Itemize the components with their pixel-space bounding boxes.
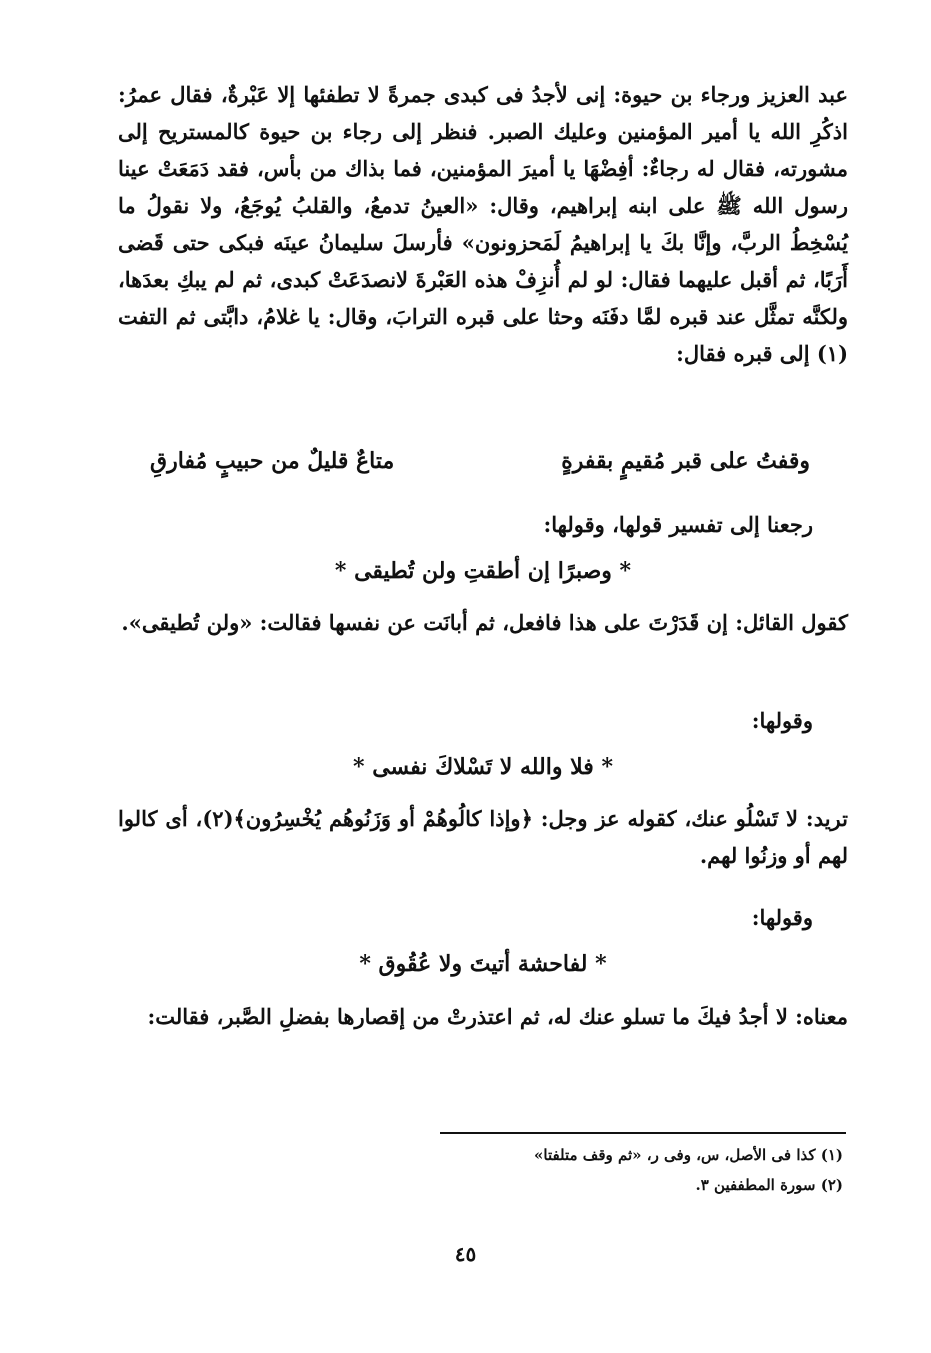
footnote-divider bbox=[440, 1132, 846, 1134]
footnote-2: (٢) سورة المطففين ٣. bbox=[695, 1176, 843, 1194]
paragraph-3-text: تريد: لا تَسْلُو عنك، كقوله عز وجل: ﴿وإذا كالُوهُمْ أو وَزَنُوهُم يُخْسِرُون﴾(٢)، أى كالوا لهم أو وزنُوا لهم. bbox=[118, 806, 848, 868]
paragraph-2 bbox=[118, 604, 848, 641]
paragraph-2-text: كقول القائل: إن قَدَرْتَ على هذا فافعل، ثم أبانَت عن نفسها فقالت: «ولن تُطيقى». bbox=[121, 610, 848, 635]
label-2: وقولها: bbox=[751, 708, 813, 733]
paragraph-3 bbox=[118, 800, 848, 874]
quote-1: * وصبرًا إن أطقتِ ولن تُطيقى * bbox=[334, 558, 632, 584]
verse-second-hemistich: متاعٌ قليلٌ من حبيبٍ مُفارقِ bbox=[150, 448, 395, 474]
quote-3: * لفاحشة أتيتَ ولا عُقُوق * bbox=[359, 951, 607, 977]
poetry-verse bbox=[150, 448, 810, 474]
footnote-1: (١) كذا فى الأصل، س، وفى ر، «ثم وقف متلفتا» bbox=[534, 1146, 843, 1164]
paragraph-1-text: عبد العزيز ورجاء بن حيوة: إنى لأجدُ فى كبدى جمرةً لا تطفئها إلا عَبْرةٌ، فقال عمرُ: اذكُرِ الله يا أمير المؤمنين وعليك الصبر. فنظر إلى رجاء بن حيوة كالمستريح إلى مشورته، فقال له رجاءٌ: أفِضْهَا يا أميرَ المؤمنين، فما بذاك من بأس، فقد دَمَعَتْ عينا رسول الله ﷺ على ابنه إبراهيم، وقال: «العينُ تدمعُ، والقلبُ يُوجَعُ، ولا نقولُ ما يُسْخِطُ الربَّ، وإنَّا بكَ يا إبراهيمُ لَمَحزونون» فأرسلَ سليمانُ عينَه فبكى حتى قَضى أَرَبًا، ثم أقبل عليهما فقال: لو لم أُنزِفْ هذه العَبْرةَ لانصدَعَتْ كبدى، ثم لم يبكِ بعدَها، ولكنَّه تمثَّل عند قبره لمَّا دفَنَه وحثا على قبره الترابَ، وقال: يا غلامُ، دابَّتى ثم التفت (١) إلى قبره فقال: bbox=[118, 82, 848, 366]
paragraph-4-text: معناه: لا أجدُ فيكَ ما تسلو عنك له، ثم اعتذرتْ من إقصارها بفضلِ الصَّبر، فقالت: bbox=[147, 1004, 848, 1029]
return-line: رجعنا إلى تفسير قولها، وقولها: bbox=[543, 512, 813, 537]
verse-first-hemistich: وقفتُ على قبر مُقيمٍ بقفرةٍ bbox=[561, 448, 810, 474]
page-number: ٤٥ bbox=[454, 1242, 477, 1266]
label-3: وقولها: bbox=[751, 905, 813, 930]
paragraph-1 bbox=[118, 76, 848, 372]
quote-2: * فلا والله لا تَسْلاكَ نفسى * bbox=[353, 754, 613, 780]
paragraph-4 bbox=[118, 998, 848, 1035]
